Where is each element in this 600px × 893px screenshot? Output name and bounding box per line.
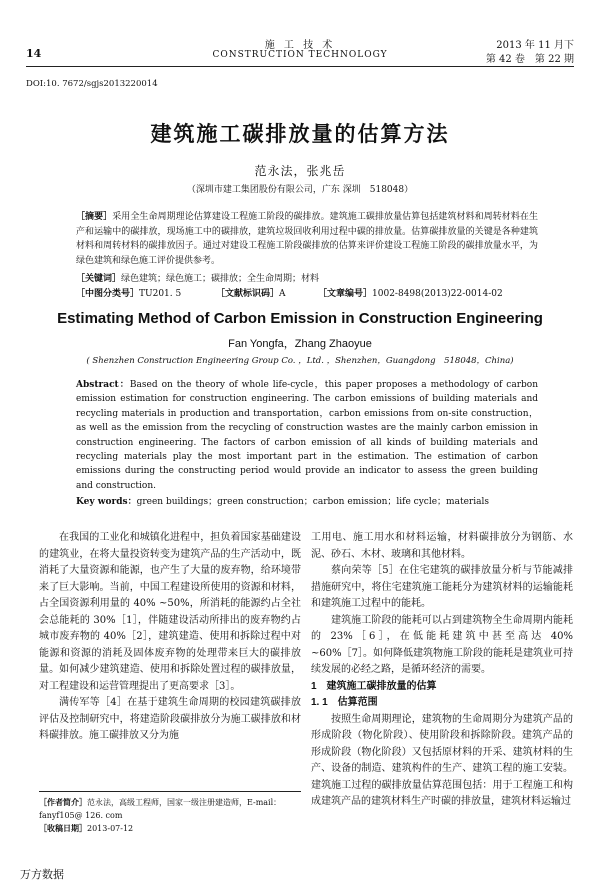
body-paragraph: 按照生命周期理论，建筑物的生命周期分为建筑产品的形成阶段（物化阶段）、使用阶段和拆除阶段。建筑产品的形成阶段（物化阶段）又包括原材料的开采、建筑材料的生产、设备的制造、建筑构件的生产、建筑工程的施工安装。建筑施工过程的碳排放量估算范围包括：用于工程施工和构成建筑产品的建筑材料生产时碳的排放量，建筑材料运输过 <box>311 713 573 807</box>
journal-title-cn: 施 工 技 术 <box>264 40 336 51</box>
paper-title-cn: 建筑施工碳排放量的估算方法 <box>150 121 450 146</box>
affiliation-en: ( Shenzhen Construction Engineering Group Co. ，Ltd. ，Shenzhen，Guangdong 518048，China) <box>86 356 514 366</box>
doi: DOI:10. 7672/sgjs2013220014 <box>26 79 158 89</box>
footnote-divider <box>39 791 301 792</box>
header-divider <box>26 66 574 67</box>
clc-value: TU201. 5 <box>139 289 182 299</box>
footnote <box>39 796 301 836</box>
keywords-cn <box>76 271 538 284</box>
doc-code-field <box>216 286 286 299</box>
abstract-cn <box>76 210 538 268</box>
subsection-heading: 1. 1 估算范围 <box>311 697 378 708</box>
issue-date: 2013 年 11 月下 <box>496 40 574 51</box>
body-paragraph: 在我国的工业化和城镇化进程中，担负着国家基础建设的建筑业，在将大量投资转变为建筑产品的生产活动中，既消耗了大量资源和能源，也产生了大量的废弃物，给环境带来了巨大影响。当前，中国工程建设所使用的资源和材料，占全国资源利用量的 40% ~50%，所消耗的能源约占全社会总能耗的 30%［1］，伴随建设活动所排出的废弃物约占城市废弃物的 40%［2］，建筑建造、使用和拆除过程中对能源和资源的消耗及固体废弃物的处理带来巨大的碳排放量。如何减少建筑建造、使用和拆除处置过程的碳排放量，对工程建设和运营管理提出了更高要求［3］。 <box>39 532 301 692</box>
received-date <box>39 822 301 836</box>
keywords-cn-label: ［关键词］ <box>76 274 122 284</box>
body-column-right <box>311 530 573 811</box>
journal-title-en: CONSTRUCTION TECHNOLOGY <box>212 50 388 60</box>
keywords-cn-text: 绿色建筑；绿色施工；碳排放；全生命周期；材料 <box>121 274 320 284</box>
keywords-en-text: green buildings；green construction；carbon emission；life cycle；materials <box>136 497 489 507</box>
volume-issue: 第 42 卷 第 22 期 <box>485 54 574 65</box>
abstract-en-label: Abstract： <box>76 380 130 390</box>
article-no-label: ［文章编号］ <box>318 289 373 299</box>
section-heading: 1 建筑施工碳排放量的估算 <box>311 680 437 692</box>
abstract-cn-text: 采用全生命周期理论估算建设工程施工阶段的碳排放。建筑施工碳排放量估算包括建筑材料和周转材料在生产和运输中的碳排放，现场施工中的碳排放，建筑垃圾回收利用过程中碳的排放量。估算碳排放量的关键是各种建筑材料和周转材料的碳排放因子。通过对建设工程施工阶段碳排放的估算来评价建设工程施工阶段的碳排放量水平，为绿色建筑和绿色施工评价提供参考。 <box>76 212 538 266</box>
received-label: ［收稿日期］ <box>39 823 87 833</box>
authors-en: Fan Yongfa，Zhang Zhaoyue <box>228 338 372 350</box>
abstract-en-text: Based on the theory of whole life-cycle，this paper proposes a methodology of carbon emission estimation for construction engineering. The carbon emissions of building materials and recycling materials in production and transportation，carbon emissions from on-site construction，as well as the emission from the recycling of construction wastes are the mainly carbon emission in construction engineering. The factors of carbon emission of all kinds of building materials and recycling materials play the most important part in the estimation. The estimation of carbon emissions during the constructing period would provide an indicator to assess the green building and construction. <box>76 380 538 491</box>
body-paragraph: 建筑施工阶段的能耗可以占到建筑物全生命周期内能耗的 23%［6］，在低能耗建筑中甚至高达 40% ~60%［7］。如何降低建筑物施工阶段的能耗是建筑业可持续发展的必经之路，是循环经济的需要。 <box>311 614 573 675</box>
received-value: 2013-07-12 <box>87 824 134 833</box>
author-bio-text: 范永法，高级工程师，国家一级注册建造师，E-mail：fanyf105@ 126. com <box>39 798 282 820</box>
abstract-en <box>76 378 538 493</box>
doc-code-value: A <box>279 289 286 299</box>
clc-field <box>76 286 181 299</box>
body-paragraph: 工用电、施工用水和材料运输，材料碳排放分为钢筋、水泥、砂石、木材、玻璃和其他材料。 <box>311 532 573 560</box>
article-no-value: 1002-8498(2013)22-0014-02 <box>372 289 503 299</box>
body-paragraph: 蔡向荣等［5］在住宅建筑的碳排放量分析与节能减排措施研究中，将住宅建筑施工能耗分为建筑材料的运输能耗和建筑施工过程中的能耗。 <box>311 565 573 609</box>
clc-label: ［中图分类号］ <box>76 289 140 299</box>
authors-cn: 范永法，张兆岳 <box>254 164 346 178</box>
author-bio-label: ［作者简介］ <box>39 797 87 807</box>
watermark: 万方数据 <box>20 868 64 881</box>
abstract-cn-label: ［摘要］ <box>76 212 113 222</box>
body-column-left <box>39 530 301 745</box>
affiliation-cn: （深圳市建工集团股份有限公司，广东 深圳 518048） <box>186 185 414 195</box>
doc-code-label: ［文献标识码］ <box>216 289 280 299</box>
author-bio <box>39 796 301 822</box>
page-number: 14 <box>26 47 42 60</box>
body-paragraph: 满传军等［4］在基于建筑生命周期的校园建筑碳排放评估及控制研究中，将建造阶段碳排放分为施工碳排放和材料碳排放。施工碳排放又分为施 <box>39 697 301 741</box>
keywords-en-label: Key words： <box>76 497 137 507</box>
paper-title-en: Estimating Method of Carbon Emission in Construction Engineering <box>57 310 543 327</box>
article-no-field <box>318 286 503 299</box>
keywords-en <box>76 494 538 507</box>
